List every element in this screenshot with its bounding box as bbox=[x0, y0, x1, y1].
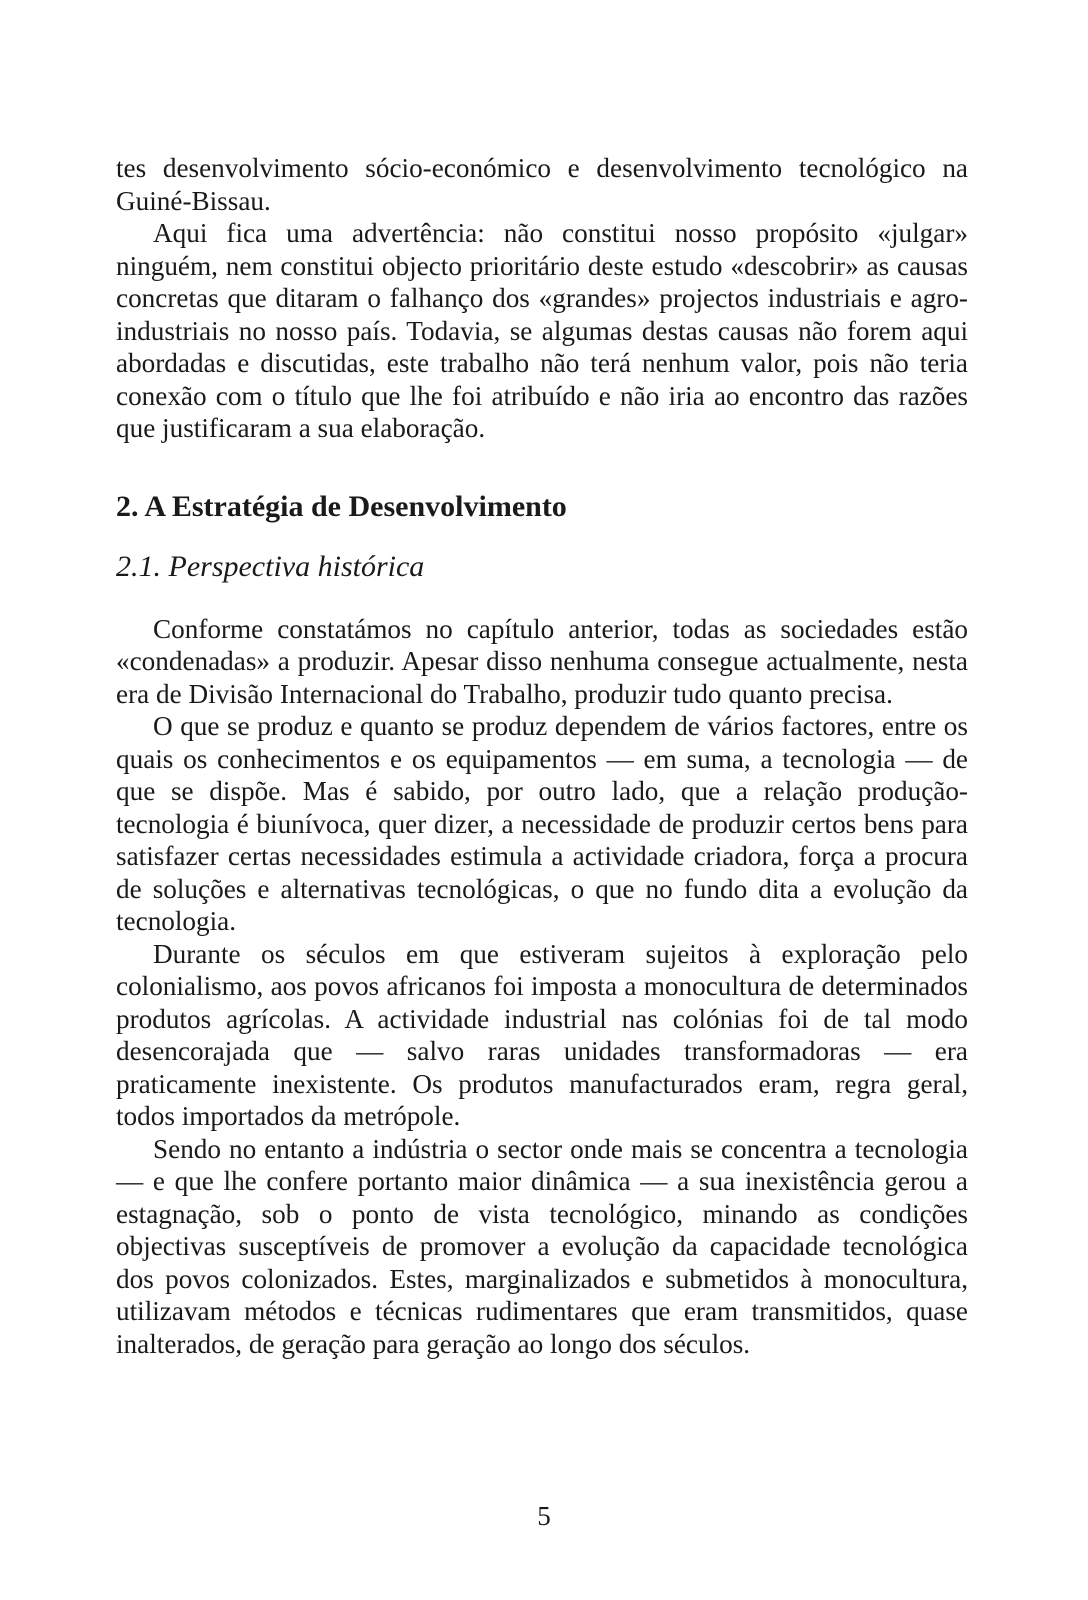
section-number: 2. bbox=[116, 489, 139, 523]
paragraph-continuation: tes desenvolvimento sócio-económico e desenvolvimento tecnológico na Guiné-Bissau. bbox=[116, 153, 968, 216]
page-content bbox=[116, 152, 968, 1360]
paragraph-advertencia: Aqui fica uma advertência: não constitui nosso propósito «julgar» ninguém, nem constitui objecto prioritário deste estudo «descobrir» as causas concretas que ditaram o falhanço dos «grandes» projectos industriais e agro-industriais no nosso país. Todavia, se algumas destas causas não forem aqui abordadas e discutidas, este trabalho não terá nenhum valor, pois não teria conexão com o título que lhe foi atribuído e não iria ao encontro das razões que justificaram a sua elaboração. bbox=[116, 218, 968, 443]
paragraph-durante-os-seculos: Durante os séculos em que estiveram sujeitos à exploração pelo colonialismo, aos povos africanos foi imposta a monocultura de determinados produtos agrícolas. A actividade industrial nas colónias foi de tal modo desencorajada que — salvo raras unidades transformadoras — era praticamente inexistente. Os produtos manufacturados eram, regra geral, todos importados da metrópole. bbox=[116, 938, 968, 1131]
paragraph-o-que-se-produz: O que se produz e quanto se produz dependem de vários factores, entre os quais os conhecimentos e os equipamentos — em suma, a tecnologia — de que se dispõe. Mas é sabido, por outro lado, que a relação produção-tecnologia é biunívoca, quer dizer, a necessidade de produzir certos bens para satisfazer certas necessidades estimula a actividade criadora, força a procura de soluções e alternativas tecnológicas, o que no fundo dita a evolução da tecnologia. bbox=[116, 711, 968, 936]
subsection-title: Perspectiva histórica bbox=[168, 549, 425, 583]
page-number: 5 bbox=[537, 1501, 551, 1531]
paragraph-conforme: Conforme constatámos no capítulo anterior, todas as sociedades estão «condenadas» a produzir. Apesar disso nenhuma consegue actualmente, nesta era de Divisão Internacional do Trabalho, produzir tudo quanto precisa. bbox=[116, 613, 968, 709]
section-title: A Estratégia de Desenvolvimento bbox=[144, 489, 567, 523]
subsection-number: 2.1. bbox=[116, 549, 161, 583]
section-heading bbox=[116, 487, 968, 527]
paragraph-sendo-no-entanto: Sendo no entanto a indústria o sector onde mais se concentra a tecnologia — e que lhe confere portanto maior dinâmica — a sua inexistência gerou a estagnação, sob o ponto de vista tecnológico, minando as condições objectivas susceptíveis de promover a evolução da capacidade tecnológica dos povos colonizados. Estes, marginalizados e submetidos à monocultura, utilizavam métodos e técnicas rudimentares que eram transmitidos, quase inalterados, de geração para geração ao longo dos séculos. bbox=[116, 1133, 968, 1359]
subsection-heading bbox=[116, 547, 968, 587]
